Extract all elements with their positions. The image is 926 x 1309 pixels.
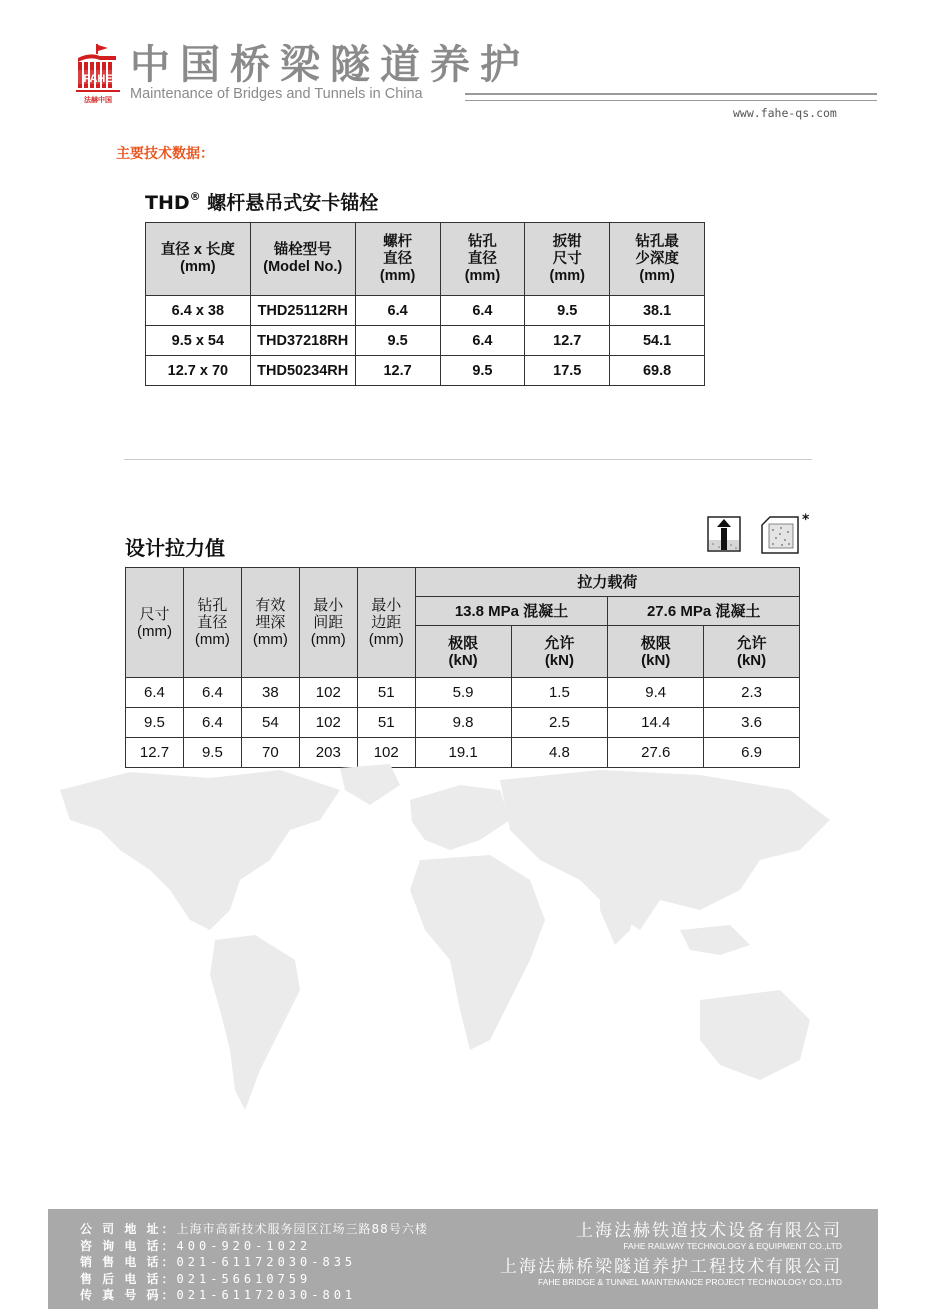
table-cell: 6.9 (704, 738, 800, 768)
col-header: 极限 (kN) (608, 626, 704, 678)
col-header: 允许 (kN) (704, 626, 800, 678)
col-header: 极限 (kN) (415, 626, 511, 678)
table-cell: 102 (357, 738, 415, 768)
table-cell: 69.8 (610, 356, 705, 386)
table-cell: 203 (299, 738, 357, 768)
table-cell: 12.7 (355, 356, 440, 386)
table-cell: 19.1 (415, 738, 511, 768)
table-cell: 12.7 (126, 738, 184, 768)
table-cell: 12.7 x 70 (146, 356, 251, 386)
fahe-logo (76, 44, 120, 106)
table-cell: 6.4 (355, 296, 440, 326)
brand-title-en: Maintenance of Bridges and Tunnels in China (130, 86, 423, 102)
col-header: 直径 x 长度 (mm) (146, 223, 251, 296)
brand-title-cn: 中国桥梁隧道养护 (130, 42, 530, 88)
table-cell: 102 (299, 678, 357, 708)
table-cell: 38 (241, 678, 299, 708)
website-url: www.fahe-qs.com (733, 106, 837, 120)
table-cell: THD37218RH (250, 326, 355, 356)
col-header: 钻孔 直径 (mm) (183, 568, 241, 678)
table-cell: 70 (241, 738, 299, 768)
table-cell: THD25112RH (250, 296, 355, 326)
table-row (146, 296, 705, 326)
table-cell: 51 (357, 678, 415, 708)
header-rule (465, 93, 877, 101)
tension-load-icon (707, 516, 741, 552)
spec-table (145, 222, 705, 386)
table-cell: 9.5 (126, 708, 184, 738)
table-cell: 6.4 (440, 326, 525, 356)
table-header-row (126, 568, 800, 597)
table-cell: 12.7 (525, 326, 610, 356)
world-map-watermark (40, 760, 860, 1140)
svg-text:FAHE: FAHE (83, 73, 113, 85)
table-cell: 9.5 (440, 356, 525, 386)
contact-info (80, 1221, 428, 1304)
table-cell: 3.6 (704, 708, 800, 738)
subgroup-header: 27.6 MPa 混凝土 (608, 597, 800, 626)
table-row (126, 678, 800, 708)
table-cell: 6.4 x 38 (146, 296, 251, 326)
table-cell: 17.5 (525, 356, 610, 386)
company-bridge-tunnel: 上海法赫桥梁隧道养护工程技术有限公司 FAHE BRIDGE & TUNNEL MAINTENANCE PROJECT TECHNOLOGY CO.,LTD (500, 1257, 842, 1287)
table-cell: 38.1 (610, 296, 705, 326)
table-cell: 9.5 (183, 738, 241, 768)
col-header: 尺寸 (mm) (126, 568, 184, 678)
table-row (146, 326, 705, 356)
table-cell: 4.8 (511, 738, 608, 768)
col-header: 钻孔最 少深度 (mm) (610, 223, 705, 296)
table-cell: 14.4 (608, 708, 704, 738)
table-cell: 9.4 (608, 678, 704, 708)
section-label: 主要技术数据： (116, 146, 214, 162)
table-row (126, 708, 800, 738)
table2-title: 设计拉力值 (125, 536, 225, 560)
col-header: 最小 边距 (mm) (357, 568, 415, 678)
group-header: 拉力载荷 (415, 568, 799, 597)
col-header: 最小 间距 (mm) (299, 568, 357, 678)
table1-title: THD® 螺杆悬吊式安卡锚栓 (145, 190, 379, 214)
table-cell: 2.3 (704, 678, 800, 708)
fax-line: 传 真 号 码：021-61172030-801 (80, 1288, 357, 1302)
table-cell: 9.5 (355, 326, 440, 356)
table-cell: 1.5 (511, 678, 608, 708)
subgroup-header: 13.8 MPa 混凝土 (415, 597, 608, 626)
section-divider (124, 459, 812, 460)
aftersales-phone-line: 售 后 电 话：021-56610759 (80, 1271, 312, 1286)
table-cell: 51 (357, 708, 415, 738)
table-cell: 54.1 (610, 326, 705, 356)
table-cell: 5.9 (415, 678, 511, 708)
table-cell: 27.6 (608, 738, 704, 768)
table-cell: THD50234RH (250, 356, 355, 386)
company-railway: 上海法赫铁道技术设备有限公司 FAHE RAILWAY TECHNOLOGY & EQUIPMENT CO.,LTD (576, 1221, 842, 1251)
sales-phone-line: 销 售 电 话：021-61172030-835 (80, 1255, 357, 1269)
table-cell: 54 (241, 708, 299, 738)
table-cell: 9.8 (415, 708, 511, 738)
table-row (146, 356, 705, 386)
concrete-block-icon (761, 516, 799, 554)
address-line: 公 司 地 址：上海市高新技术服务园区江场三路88号六楼 (80, 1222, 428, 1236)
table-cell: 102 (299, 708, 357, 738)
footer (48, 1209, 878, 1309)
consult-phone-line: 咨 询 电 话：400-920-1022 (80, 1238, 312, 1253)
col-header: 有效 埋深 (mm) (241, 568, 299, 678)
table-cell: 6.4 (183, 678, 241, 708)
load-table (125, 567, 800, 768)
col-header: 允许 (kN) (511, 626, 608, 678)
table-cell: 6.4 (440, 296, 525, 326)
table-cell: 6.4 (126, 678, 184, 708)
col-header: 螺杆 直径 (mm) (355, 223, 440, 296)
col-header: 锚栓型号 (Model No.) (250, 223, 355, 296)
footnote-asterisk: * (802, 512, 810, 528)
svg-text:法赫中国: 法赫中国 (84, 96, 112, 104)
col-header: 钻孔 直径 (mm) (440, 223, 525, 296)
table-cell: 9.5 x 54 (146, 326, 251, 356)
col-header: 扳钳 尺寸 (mm) (525, 223, 610, 296)
table-header-row (146, 223, 705, 296)
table-cell: 6.4 (183, 708, 241, 738)
table-cell: 9.5 (525, 296, 610, 326)
table-cell: 2.5 (511, 708, 608, 738)
